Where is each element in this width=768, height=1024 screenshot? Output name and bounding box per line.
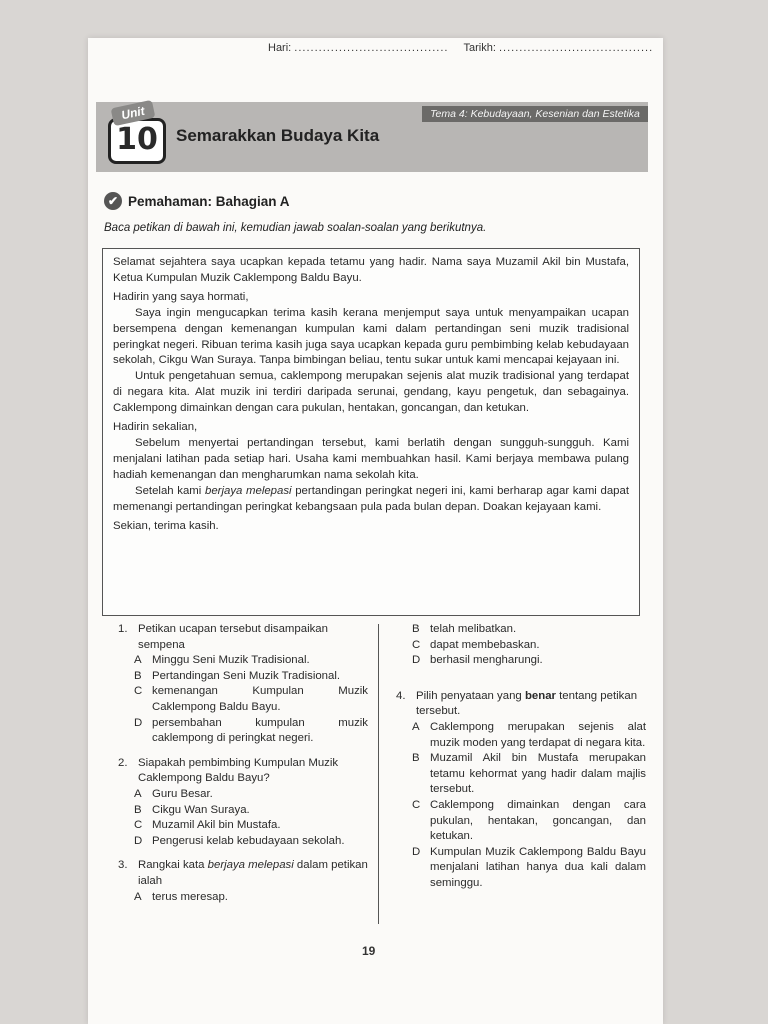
hari-field: ...................................... (294, 42, 449, 54)
option-letter: D (134, 834, 143, 847)
section-title: Pemahaman: Bahagian A (128, 193, 290, 209)
option-letter: B (134, 669, 142, 682)
option-text: persembahan kumpulan muzik caklempong di peringkat negeri. (152, 716, 368, 745)
stem-text: dalam petikan ialah (138, 859, 368, 887)
option[interactable] (118, 834, 368, 850)
option[interactable] (118, 787, 368, 803)
passage-paragraph: Selamat sejahtera saya ucapkan kepada tetamu yang hadir. Nama saya Muzamil Akil bin Mustafa, Ketua Kumpulan Muzik Caklempong Baldu Bayu. (113, 256, 629, 284)
question-number: 4. (396, 689, 406, 702)
option-letter: C (134, 819, 143, 832)
option[interactable] (396, 751, 646, 798)
option[interactable] (118, 890, 368, 906)
option-letter: C (412, 798, 421, 811)
option-letter: A (134, 787, 142, 800)
stem-text: tentang petikan tersebut. (416, 689, 638, 718)
option-text: Cikgu Wan Suraya. (152, 803, 250, 816)
option[interactable] (396, 798, 646, 845)
page-number: 19 (362, 944, 376, 958)
question-2 (118, 756, 368, 850)
option-text: telah melibatkan. (430, 623, 517, 635)
option-text: Muzamil Akil bin Mustafa merupakan tetamu kehormat yang hadir dalam majlis tersebut. (430, 752, 646, 796)
option[interactable] (118, 669, 368, 685)
question-stem (416, 689, 646, 720)
questions-right-column (396, 622, 646, 892)
option-text: dapat membebaskan. (430, 638, 540, 651)
option[interactable] (118, 716, 368, 747)
unit-title: Semarakkan Budaya Kita (176, 126, 380, 145)
question-stem: Petikan ucapan tersebut disampaikan sempena (138, 623, 328, 651)
option-letter: B (412, 752, 420, 765)
stem-word-bold: benar (524, 689, 556, 702)
questions-left-column (118, 622, 368, 905)
option-letter: A (134, 890, 142, 903)
question-1 (118, 622, 368, 747)
question-4 (396, 689, 646, 892)
date-header (268, 42, 653, 54)
instruction-text: Baca petikan di bawah ini, kemudian jawab soalan-soalan yang berikutnya. (104, 222, 487, 234)
passage-paragraph: Hadirin yang saya hormati, (113, 290, 249, 303)
option-text: Minggu Seni Muzik Tradisional. (152, 654, 310, 667)
passage-text: Setelah kami (135, 484, 205, 497)
stem-text: Pilih penyataan yang (416, 689, 525, 702)
question-number: 1. (118, 623, 128, 635)
passage-paragraph: Untuk pengetahuan semua, caklempong merupakan sejenis alat muzik tradisional yang terdapat di negara kita. Alat muzik ini terdiri daripada serunai, gendang, kayu pengetuk, dan sebagainya. Caklempong dimainkan dengan cara pukulan, hentakan, goncangan, dan ketukan. (113, 370, 629, 415)
option-letter: C (134, 685, 143, 698)
unit-tag: Unit (111, 100, 156, 126)
passage-paragraph: Saya ingin mengucapkan terima kasih kerana menjemput saya untuk menyampaikan ucapan bersempena dengan kemenangan kumpulan kami dalam pertandingan seni muzik tradisional peringkat negeri. Ribuan terima kasih juga saya ucapkan kepada guru pembimbing kelab kebudayaan sekolah, Cikgu Wan Suraya. Tanpa bimbingan beliau, tentu sukar untuk kami mencapai kejayaan ini. (113, 306, 629, 367)
section-heading (104, 192, 290, 210)
option[interactable] (118, 818, 368, 834)
option-letter: D (412, 845, 421, 858)
question-3 (118, 858, 368, 905)
passage-paragraph: Hadirin sekalian, (113, 421, 198, 434)
option[interactable] (396, 653, 646, 669)
option[interactable] (118, 653, 368, 669)
option-text: Muzamil Akil bin Mustafa. (152, 819, 281, 832)
question-3-continued (396, 622, 646, 669)
unit-number: 10 (108, 118, 166, 164)
question-number: 3. (118, 859, 128, 872)
option-text: berhasil mengharungi. (430, 654, 543, 667)
option-letter: A (412, 720, 420, 733)
option[interactable] (118, 803, 368, 819)
option-text: Pengerusi kelab kebudayaan sekolah. (152, 834, 345, 847)
check-icon: ✔ (104, 192, 122, 210)
option[interactable] (118, 684, 368, 715)
theme-label: Tema 4: Kebudayaan, Kesenian dan Estetika (422, 106, 648, 122)
tarikh-field: ...................................... (499, 42, 654, 54)
option-text: Pertandingan Seni Muzik Tradisional. (152, 669, 341, 682)
option-letter: D (134, 716, 143, 729)
stem-text: Rangkai kata (138, 859, 208, 872)
column-divider (378, 624, 379, 924)
option-text: Caklempong merupakan sejenis alat muzik moden yang terdapat di negara kita. (430, 720, 646, 749)
option-text: Caklempong dimainkan dengan cara pukulan, hentakan, goncangan, dan ketukan. (430, 798, 646, 843)
passage-text: pertandingan peringkat negeri ini, kami berharap agar kami dapat memenangi pertandingan peringkat kebangsaan pula pada bulan depan. Doakan kejayaan kami. (113, 484, 629, 513)
passage-paragraph (113, 484, 629, 516)
option-text: terus meresap. (152, 890, 228, 903)
stem-phrase-italic: berjaya melepasi (207, 859, 294, 872)
option-letter: D (412, 654, 421, 667)
option-letter: B (134, 803, 142, 816)
reading-passage (102, 248, 640, 616)
question-stem: Siapakah pembimbing Kumpulan Muzik Caklempong Baldu Bayu? (138, 756, 339, 785)
option[interactable] (396, 720, 646, 751)
tarikh-label: Tarikh: (463, 42, 496, 54)
option-letter: B (412, 623, 420, 635)
option-text: Kumpulan Muzik Caklempong Baldu Bayu menjalani latihan hanya dua kali dalam seminggu. (430, 845, 646, 889)
option-letter: A (134, 654, 142, 667)
option[interactable] (396, 845, 646, 892)
option-text: Guru Besar. (152, 787, 213, 800)
passage-paragraph: Sebelum menyertai pertandingan tersebut, kami berlatih dengan sungguh-sungguh. Kami menjalani latihan pada setiap hari. Usaha kami membuahkan hasil. Kami berjaya membawa pulang hadiah kemenangan dan mengharumkan nama sekolah kita. (113, 436, 629, 481)
question-number: 2. (118, 756, 128, 769)
question-stem (138, 858, 368, 889)
passage-phrase-italic: berjaya melepasi (204, 484, 292, 497)
option[interactable] (396, 622, 646, 638)
hari-label: Hari: (268, 42, 292, 54)
option-letter: C (412, 638, 421, 651)
passage-closing: Sekian, terima kasih. (113, 519, 219, 532)
option-text: kemenangan Kumpulan Muzik Caklempong Baldu Bayu. (152, 685, 368, 713)
option[interactable] (396, 638, 646, 654)
